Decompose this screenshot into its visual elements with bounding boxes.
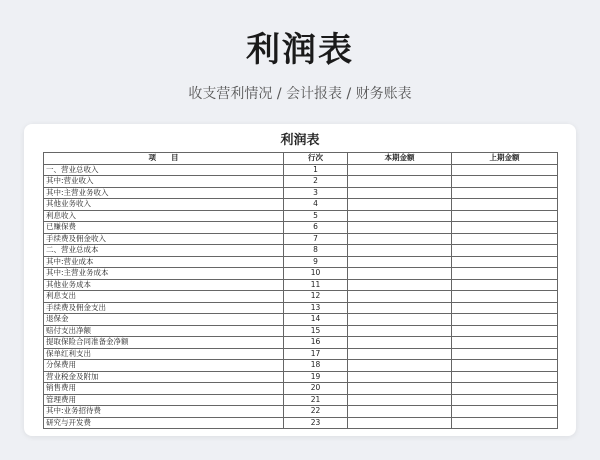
row-item-label: 赔付支出净额: [44, 325, 284, 337]
table-row: [44, 164, 558, 176]
table-row: [44, 394, 558, 406]
row-item-label: 手续费及佣金收入: [44, 233, 284, 245]
row-item-label: 营业税金及附加: [44, 371, 284, 383]
row-line-number: 11: [284, 279, 348, 291]
row-item-label: 二、营业总成本: [44, 245, 284, 257]
table-body: [44, 164, 558, 429]
row-current-amount-cell[interactable]: [348, 371, 452, 383]
income-statement-table: [43, 152, 558, 429]
row-current-amount-cell[interactable]: [348, 291, 452, 303]
row-item-label: 利息支出: [44, 291, 284, 303]
row-prior-amount-cell[interactable]: [452, 256, 558, 268]
row-current-amount-cell[interactable]: [348, 325, 452, 337]
row-item-label: 其中:营业收入: [44, 176, 284, 188]
row-line-number: 19: [284, 371, 348, 383]
row-line-number: 10: [284, 268, 348, 280]
row-prior-amount-cell[interactable]: [452, 233, 558, 245]
row-line-number: 7: [284, 233, 348, 245]
table-row: [44, 360, 558, 372]
row-current-amount-cell[interactable]: [348, 176, 452, 188]
row-current-amount-cell[interactable]: [348, 417, 452, 429]
row-item-label: 其中:营业成本: [44, 256, 284, 268]
row-line-number: 13: [284, 302, 348, 314]
row-prior-amount-cell[interactable]: [452, 279, 558, 291]
row-line-number: 3: [284, 187, 348, 199]
row-line-number: 12: [284, 291, 348, 303]
table-row: [44, 187, 558, 199]
row-line-number: 23: [284, 417, 348, 429]
row-current-amount-cell[interactable]: [348, 360, 452, 372]
row-current-amount-cell[interactable]: [348, 394, 452, 406]
row-line-number: 22: [284, 406, 348, 418]
table-row: [44, 314, 558, 326]
row-current-amount-cell[interactable]: [348, 279, 452, 291]
row-prior-amount-cell[interactable]: [452, 176, 558, 188]
row-current-amount-cell[interactable]: [348, 210, 452, 222]
row-current-amount-cell[interactable]: [348, 302, 452, 314]
row-item-label: 保单红利支出: [44, 348, 284, 360]
table-row: [44, 337, 558, 349]
table-row: [44, 199, 558, 211]
row-item-label: 其中:业务招待费: [44, 406, 284, 418]
table-row: [44, 279, 558, 291]
column-header-current-amount: 本期金额: [348, 153, 452, 165]
row-line-number: 1: [284, 164, 348, 176]
row-item-label: 其中:主营业务成本: [44, 268, 284, 280]
row-prior-amount-cell[interactable]: [452, 383, 558, 395]
table-row: [44, 268, 558, 280]
row-line-number: 6: [284, 222, 348, 234]
row-line-number: 18: [284, 360, 348, 372]
row-current-amount-cell[interactable]: [348, 268, 452, 280]
row-item-label: 一、营业总收入: [44, 164, 284, 176]
row-item-label: 手续费及佣金支出: [44, 302, 284, 314]
row-current-amount-cell[interactable]: [348, 222, 452, 234]
row-prior-amount-cell[interactable]: [452, 337, 558, 349]
table-row: [44, 222, 558, 234]
row-item-label: 销售费用: [44, 383, 284, 395]
row-prior-amount-cell[interactable]: [452, 360, 558, 372]
row-prior-amount-cell[interactable]: [452, 199, 558, 211]
table-row: [44, 256, 558, 268]
row-prior-amount-cell[interactable]: [452, 417, 558, 429]
row-item-label: 分保费用: [44, 360, 284, 372]
page-title: 利润表: [246, 30, 354, 70]
row-prior-amount-cell[interactable]: [452, 371, 558, 383]
row-current-amount-cell[interactable]: [348, 233, 452, 245]
table-row: [44, 371, 558, 383]
table-row: [44, 210, 558, 222]
row-prior-amount-cell[interactable]: [452, 187, 558, 199]
row-item-label: 管理费用: [44, 394, 284, 406]
row-line-number: 21: [284, 394, 348, 406]
row-prior-amount-cell[interactable]: [452, 314, 558, 326]
row-item-label: 其他业务收入: [44, 199, 284, 211]
row-line-number: 17: [284, 348, 348, 360]
row-item-label: 研究与开发费: [44, 417, 284, 429]
row-current-amount-cell[interactable]: [348, 164, 452, 176]
row-item-label: 其中:主营业务收入: [44, 187, 284, 199]
table-row: [44, 406, 558, 418]
row-prior-amount-cell[interactable]: [452, 302, 558, 314]
table-row: [44, 291, 558, 303]
row-line-number: 14: [284, 314, 348, 326]
row-line-number: 15: [284, 325, 348, 337]
row-item-label: 提取保险合同准备金净额: [44, 337, 284, 349]
row-prior-amount-cell[interactable]: [452, 394, 558, 406]
table-row: [44, 383, 558, 395]
column-header-item: 项 目: [44, 153, 284, 165]
row-item-label: 已赚保费: [44, 222, 284, 234]
row-current-amount-cell[interactable]: [348, 406, 452, 418]
row-prior-amount-cell[interactable]: [452, 164, 558, 176]
page-subtitle: 收支营利情况 / 会计报表 / 财务账表: [188, 86, 412, 102]
table-row: [44, 245, 558, 257]
row-prior-amount-cell[interactable]: [452, 291, 558, 303]
table-row: [44, 348, 558, 360]
row-current-amount-cell[interactable]: [348, 245, 452, 257]
row-line-number: 16: [284, 337, 348, 349]
table-row: [44, 176, 558, 188]
row-line-number: 4: [284, 199, 348, 211]
column-header-line-no: 行次: [284, 153, 348, 165]
row-current-amount-cell[interactable]: [348, 187, 452, 199]
row-item-label: 退保金: [44, 314, 284, 326]
row-prior-amount-cell[interactable]: [452, 406, 558, 418]
sheet-title: 利润表: [280, 133, 320, 148]
row-prior-amount-cell[interactable]: [452, 210, 558, 222]
row-line-number: 2: [284, 176, 348, 188]
row-line-number: 8: [284, 245, 348, 257]
table-row: [44, 417, 558, 429]
table-row: [44, 325, 558, 337]
row-current-amount-cell[interactable]: [348, 337, 452, 349]
row-prior-amount-cell[interactable]: [452, 325, 558, 337]
statement-card: [24, 124, 576, 436]
row-item-label: 利息收入: [44, 210, 284, 222]
row-current-amount-cell[interactable]: [348, 256, 452, 268]
column-header-prior-amount: 上期金额: [452, 153, 558, 165]
table-row: [44, 233, 558, 245]
row-line-number: 9: [284, 256, 348, 268]
row-current-amount-cell[interactable]: [348, 348, 452, 360]
row-item-label: 其他业务成本: [44, 279, 284, 291]
table-header-row: [44, 153, 558, 165]
row-prior-amount-cell[interactable]: [452, 348, 558, 360]
row-prior-amount-cell[interactable]: [452, 268, 558, 280]
row-line-number: 20: [284, 383, 348, 395]
row-current-amount-cell[interactable]: [348, 314, 452, 326]
table-row: [44, 302, 558, 314]
row-prior-amount-cell[interactable]: [452, 245, 558, 257]
row-prior-amount-cell[interactable]: [452, 222, 558, 234]
row-line-number: 5: [284, 210, 348, 222]
row-current-amount-cell[interactable]: [348, 199, 452, 211]
row-current-amount-cell[interactable]: [348, 383, 452, 395]
